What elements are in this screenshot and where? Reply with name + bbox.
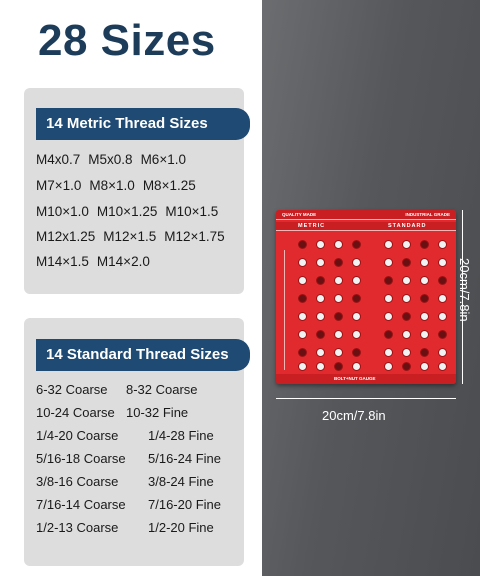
gauge-hole	[438, 276, 447, 285]
metric-size: M4x0.7	[36, 152, 81, 167]
gauge-hole	[298, 312, 307, 321]
gauge-hole	[402, 348, 411, 357]
standard-row	[36, 520, 214, 535]
gauge-hole	[438, 330, 447, 339]
standard-size: 3/8-16 Coarse	[36, 474, 119, 489]
gauge-hole	[352, 312, 361, 321]
gauge-hole	[298, 258, 307, 267]
standard-size: 1/4-20 Coarse	[36, 428, 119, 443]
gauge-hole	[402, 312, 411, 321]
metric-row	[36, 178, 204, 193]
gauge-hole	[402, 362, 411, 371]
gauge-hole	[298, 276, 307, 285]
gauge-hole	[352, 362, 361, 371]
gauge-hole	[334, 258, 343, 267]
gauge-hole	[402, 294, 411, 303]
gauge-top-left-text: QUALITY MADE	[282, 212, 317, 217]
gauge-ruler	[278, 250, 285, 370]
standard-size: 7/16-20 Fine	[148, 497, 221, 512]
metric-row	[36, 254, 158, 269]
gauge-hole	[420, 348, 429, 357]
gauge-hole	[420, 362, 429, 371]
metric-size: M14×2.0	[96, 254, 150, 269]
gauge-hole	[384, 348, 393, 357]
gauge-hole	[352, 348, 361, 357]
standard-row	[36, 474, 214, 489]
gauge-hole	[420, 240, 429, 249]
gauge-hole	[334, 276, 343, 285]
gauge-hole	[316, 362, 325, 371]
gauge-hole	[334, 362, 343, 371]
gauge-hole	[402, 276, 411, 285]
gauge-hole	[438, 348, 447, 357]
metric-size: M10×1.0	[36, 204, 89, 219]
gauge-metric-header: METRIC	[298, 223, 326, 229]
metric-size: M12×1.75	[164, 229, 225, 244]
gauge-hole	[316, 330, 325, 339]
metric-size: M5x0.8	[88, 152, 133, 167]
standard-size: 5/16-18 Coarse	[36, 451, 126, 466]
gauge-hole	[420, 312, 429, 321]
metric-size: M8×1.25	[142, 178, 196, 193]
gauge-standard-header: STANDARD	[388, 223, 427, 229]
gauge-hole	[438, 312, 447, 321]
standard-size: 3/8-24 Fine	[148, 474, 214, 489]
metric-size: M6×1.0	[140, 152, 186, 167]
gauge-hole	[334, 240, 343, 249]
gauge-hole	[316, 276, 325, 285]
gauge-hole	[352, 276, 361, 285]
gauge-hole	[438, 362, 447, 371]
standard-size: 8-32 Coarse	[126, 382, 198, 397]
gauge-hole	[316, 240, 325, 249]
width-dimension-label: 20cm/7.8in	[322, 408, 386, 423]
metric-size: M7×1.0	[36, 178, 82, 193]
gauge-hole	[316, 294, 325, 303]
gauge-hole	[298, 294, 307, 303]
standard-size: 10-24 Coarse	[36, 405, 115, 420]
standard-row	[36, 497, 221, 512]
gauge-hole	[438, 294, 447, 303]
standard-size: 5/16-24 Fine	[148, 451, 221, 466]
gauge-hole	[334, 312, 343, 321]
gauge-hole	[384, 362, 393, 371]
gauge-hole	[420, 330, 429, 339]
standard-size: 6-32 Coarse	[36, 382, 108, 397]
gauge-hole	[384, 258, 393, 267]
standard-row	[36, 451, 221, 466]
gauge-hole	[384, 330, 393, 339]
gauge-hole	[352, 294, 361, 303]
gauge-hole	[438, 240, 447, 249]
metric-size: M10×1.25	[96, 204, 158, 219]
thread-gauge-image	[276, 210, 456, 384]
standard-row	[36, 405, 188, 420]
gauge-hole	[334, 294, 343, 303]
width-dimension-line	[276, 398, 456, 399]
gauge-hole	[334, 348, 343, 357]
metric-size: M12x1.25	[36, 229, 96, 244]
metric-size: M10×1.5	[165, 204, 219, 219]
standard-size: 7/16-14 Coarse	[36, 497, 126, 512]
gauge-hole	[402, 240, 411, 249]
gauge-hole	[352, 240, 361, 249]
gauge-hole	[384, 276, 393, 285]
gauge-hole	[298, 362, 307, 371]
standard-size: 1/2-20 Fine	[148, 520, 214, 535]
gauge-hole	[298, 240, 307, 249]
metric-title: 14 Metric Thread Sizes	[36, 108, 250, 140]
gauge-hole	[384, 240, 393, 249]
gauge-hole	[316, 258, 325, 267]
gauge-hole	[384, 294, 393, 303]
gauge-bottom-label: BOLT+NUT GAUGE	[334, 376, 376, 381]
headline: 28 Sizes	[38, 16, 216, 65]
gauge-hole	[298, 330, 307, 339]
gauge-hole	[438, 258, 447, 267]
metric-size: M14×1.5	[36, 254, 89, 269]
gauge-top-right-text: INDUSTRIAL GRADE	[405, 212, 450, 217]
metric-size: M12×1.5	[103, 229, 157, 244]
standard-row	[36, 382, 198, 397]
gauge-hole	[298, 348, 307, 357]
gauge-hole	[402, 330, 411, 339]
standard-size: 1/4-28 Fine	[148, 428, 214, 443]
standard-size: 10-32 Fine	[126, 405, 189, 420]
gauge-hole	[420, 258, 429, 267]
metric-size: M8×1.0	[89, 178, 135, 193]
height-dimension-label: 20cm/7.8in	[457, 258, 472, 322]
gauge-hole	[402, 258, 411, 267]
gauge-hole	[352, 330, 361, 339]
gauge-hole	[420, 276, 429, 285]
metric-row	[36, 229, 233, 244]
standard-size: 1/2-13 Coarse	[36, 520, 119, 535]
gauge-hole	[316, 312, 325, 321]
standard-title: 14 Standard Thread Sizes	[36, 339, 250, 371]
gauge-hole	[384, 312, 393, 321]
gauge-hole	[316, 348, 325, 357]
gauge-hole	[352, 258, 361, 267]
standard-row	[36, 428, 214, 443]
metric-row	[36, 204, 226, 219]
gauge-hole	[334, 330, 343, 339]
metric-row	[36, 152, 194, 167]
gauge-hole	[420, 294, 429, 303]
